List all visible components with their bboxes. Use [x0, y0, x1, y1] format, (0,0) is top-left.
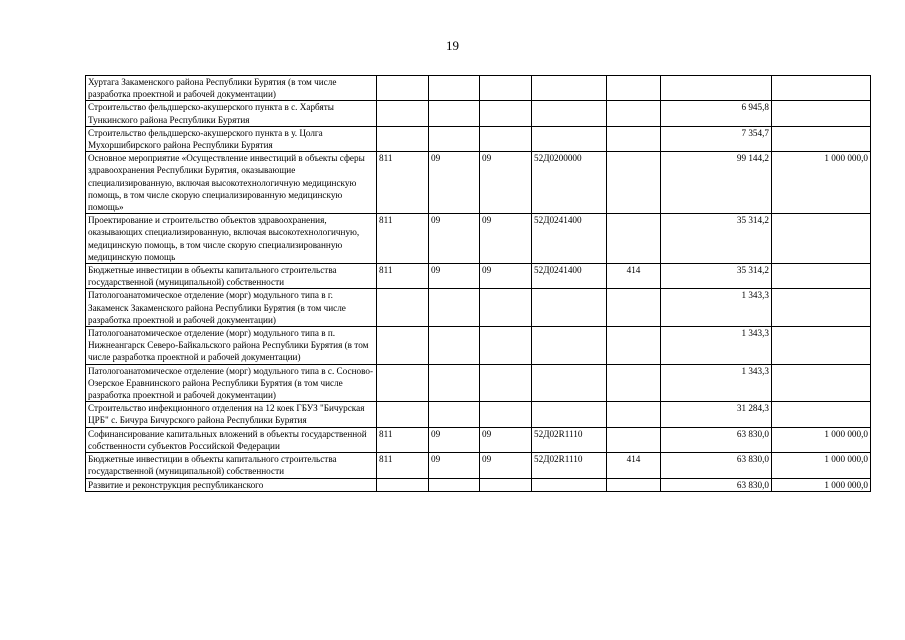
amount-first-cell: 6 945,8 — [661, 101, 772, 126]
subsection-code-cell — [480, 289, 532, 327]
amount-first-cell: 63 830,0 — [661, 453, 772, 478]
amount-second-cell: 1 000 000,0 — [772, 453, 871, 478]
subsection-code-cell — [480, 101, 532, 126]
expense-type-cell — [607, 126, 661, 151]
table-row — [86, 427, 871, 452]
amount-second-cell — [772, 289, 871, 327]
ministry-code-cell — [377, 478, 429, 491]
table-row — [86, 478, 871, 491]
expense-type-cell — [607, 101, 661, 126]
expense-type-cell: 414 — [607, 264, 661, 289]
table-row — [86, 289, 871, 327]
target-article-cell — [532, 478, 607, 491]
target-article-cell — [532, 289, 607, 327]
amount-second-cell — [772, 126, 871, 151]
ministry-code-cell — [377, 289, 429, 327]
ministry-code-cell — [377, 126, 429, 151]
amount-first-cell: 1 343,3 — [661, 289, 772, 327]
table-row — [86, 402, 871, 427]
expense-type-cell — [607, 402, 661, 427]
section-code-cell — [429, 478, 480, 491]
expense-type-cell — [607, 76, 661, 101]
row-name-cell: Строительство фельдшерско-акушерского пункта в с. Харбяты Тункинского района Республики Бурятия — [86, 101, 377, 126]
amount-first-cell: 99 144,2 — [661, 152, 772, 214]
amount-first-cell: 7 354,7 — [661, 126, 772, 151]
subsection-code-cell: 09 — [480, 214, 532, 264]
amount-second-cell — [772, 76, 871, 101]
ministry-code-cell — [377, 327, 429, 365]
ministry-code-cell: 811 — [377, 264, 429, 289]
section-code-cell: 09 — [429, 264, 480, 289]
section-code-cell — [429, 364, 480, 402]
ministry-code-cell: 811 — [377, 453, 429, 478]
row-name-cell: Софинансирование капитальных вложений в объекты государственной собственности субъектов Российской Федерации — [86, 427, 377, 452]
target-article-cell — [532, 76, 607, 101]
expense-type-cell — [607, 364, 661, 402]
target-article-cell: 52Д0241400 — [532, 214, 607, 264]
amount-first-cell: 63 830,0 — [661, 478, 772, 491]
target-article-cell — [532, 327, 607, 365]
section-code-cell — [429, 76, 480, 101]
table-row — [86, 152, 871, 214]
row-name-cell: Патологоанатомическое отделение (морг) модульного типа в г. Закаменск Закаменского района Республики Бурятия (в том числе разработка проектной и рабочей документации) — [86, 289, 377, 327]
amount-second-cell: 1 000 000,0 — [772, 427, 871, 452]
target-article-cell: 52Д02R1110 — [532, 427, 607, 452]
section-code-cell — [429, 126, 480, 151]
ministry-code-cell — [377, 364, 429, 402]
table-row — [86, 264, 871, 289]
amount-second-cell: 1 000 000,0 — [772, 478, 871, 491]
amount-second-cell — [772, 101, 871, 126]
row-name-cell: Строительство фельдшерско-акушерского пункта в у. Цолга Мухоршибирского района Республики Бурятия — [86, 126, 377, 151]
row-name-cell: Бюджетные инвестиции в объекты капитального строительства государственной (муниципальной) собственности — [86, 453, 377, 478]
expense-type-cell — [607, 152, 661, 214]
subsection-code-cell — [480, 478, 532, 491]
row-name-cell: Бюджетные инвестиции в объекты капитального строительства государственной (муниципальной) собственности — [86, 264, 377, 289]
table-row — [86, 214, 871, 264]
section-code-cell — [429, 402, 480, 427]
table-row — [86, 364, 871, 402]
table-row — [86, 453, 871, 478]
row-name-cell: Развитие и реконструкция республиканского — [86, 478, 377, 491]
amount-second-cell — [772, 364, 871, 402]
target-article-cell: 52Д0200000 — [532, 152, 607, 214]
amount-first-cell: 63 830,0 — [661, 427, 772, 452]
subsection-code-cell — [480, 327, 532, 365]
section-code-cell — [429, 327, 480, 365]
ministry-code-cell — [377, 101, 429, 126]
amount-second-cell — [772, 327, 871, 365]
subsection-code-cell: 09 — [480, 427, 532, 452]
amount-first-cell: 31 284,3 — [661, 402, 772, 427]
table-row — [86, 76, 871, 101]
row-name-cell: Патологоанатомическое отделение (морг) модульного типа в с. Сосново-Озерское Еравнинского района Республики Бурятия (в том числе разработка проектной и рабочей документации) — [86, 364, 377, 402]
ministry-code-cell: 811 — [377, 152, 429, 214]
row-name-cell: Проектирование и строительство объектов здравоохранения, оказывающих специализированную, включая высокотехнологичную, медицинскую помощь, в том числе скорую специализированную медицинскую помощь — [86, 214, 377, 264]
expense-type-cell — [607, 327, 661, 365]
subsection-code-cell — [480, 76, 532, 101]
target-article-cell — [532, 126, 607, 151]
ministry-code-cell — [377, 76, 429, 101]
amount-first-cell: 1 343,3 — [661, 327, 772, 365]
expense-type-cell: 414 — [607, 453, 661, 478]
subsection-code-cell: 09 — [480, 264, 532, 289]
row-name-cell: Строительство инфекционного отделения на 12 коек ГБУЗ "Бичурская ЦРБ" с. Бичура Бичурского района Республики Бурятия — [86, 402, 377, 427]
expense-type-cell — [607, 289, 661, 327]
row-name-cell: Основное мероприятие «Осуществление инвестиций в объекты сферы здравоохранения Республики Бурятия, оказывающие специализированную, включая высокотехнологичную медицинскую помощь, в том числе скорую специализированную медицинскую помощь» — [86, 152, 377, 214]
section-code-cell: 09 — [429, 214, 480, 264]
table-row — [86, 126, 871, 151]
amount-second-cell — [772, 214, 871, 264]
target-article-cell — [532, 101, 607, 126]
ministry-code-cell: 811 — [377, 214, 429, 264]
budget-table — [85, 75, 871, 492]
subsection-code-cell: 09 — [480, 453, 532, 478]
amount-first-cell: 35 314,2 — [661, 214, 772, 264]
expense-type-cell — [607, 427, 661, 452]
ministry-code-cell — [377, 402, 429, 427]
subsection-code-cell — [480, 402, 532, 427]
amount-first-cell: 1 343,3 — [661, 364, 772, 402]
budget-table-body — [86, 76, 871, 492]
subsection-code-cell — [480, 364, 532, 402]
page-number: 19 — [446, 38, 459, 53]
table-row — [86, 327, 871, 365]
amount-second-cell — [772, 264, 871, 289]
section-code-cell: 09 — [429, 152, 480, 214]
amount-second-cell: 1 000 000,0 — [772, 152, 871, 214]
amount-first-cell: 35 314,2 — [661, 264, 772, 289]
section-code-cell: 09 — [429, 453, 480, 478]
section-code-cell — [429, 289, 480, 327]
ministry-code-cell: 811 — [377, 427, 429, 452]
amount-first-cell — [661, 76, 772, 101]
subsection-code-cell — [480, 126, 532, 151]
target-article-cell — [532, 402, 607, 427]
section-code-cell — [429, 101, 480, 126]
subsection-code-cell: 09 — [480, 152, 532, 214]
expense-type-cell — [607, 478, 661, 491]
target-article-cell: 52Д0241400 — [532, 264, 607, 289]
expense-type-cell — [607, 214, 661, 264]
amount-second-cell — [772, 402, 871, 427]
target-article-cell: 52Д02R1110 — [532, 453, 607, 478]
section-code-cell: 09 — [429, 427, 480, 452]
target-article-cell — [532, 364, 607, 402]
row-name-cell: Патологоанатомическое отделение (морг) модульного типа в п. Нижнеангарск Северо-Байкальского района Республики Бурятия (в том числе разработка проектной и рабочей документации) — [86, 327, 377, 365]
table-row — [86, 101, 871, 126]
row-name-cell: Хуртага Закаменского района Республики Бурятия (в том числе разработка проектной и рабочей документации) — [86, 76, 377, 101]
